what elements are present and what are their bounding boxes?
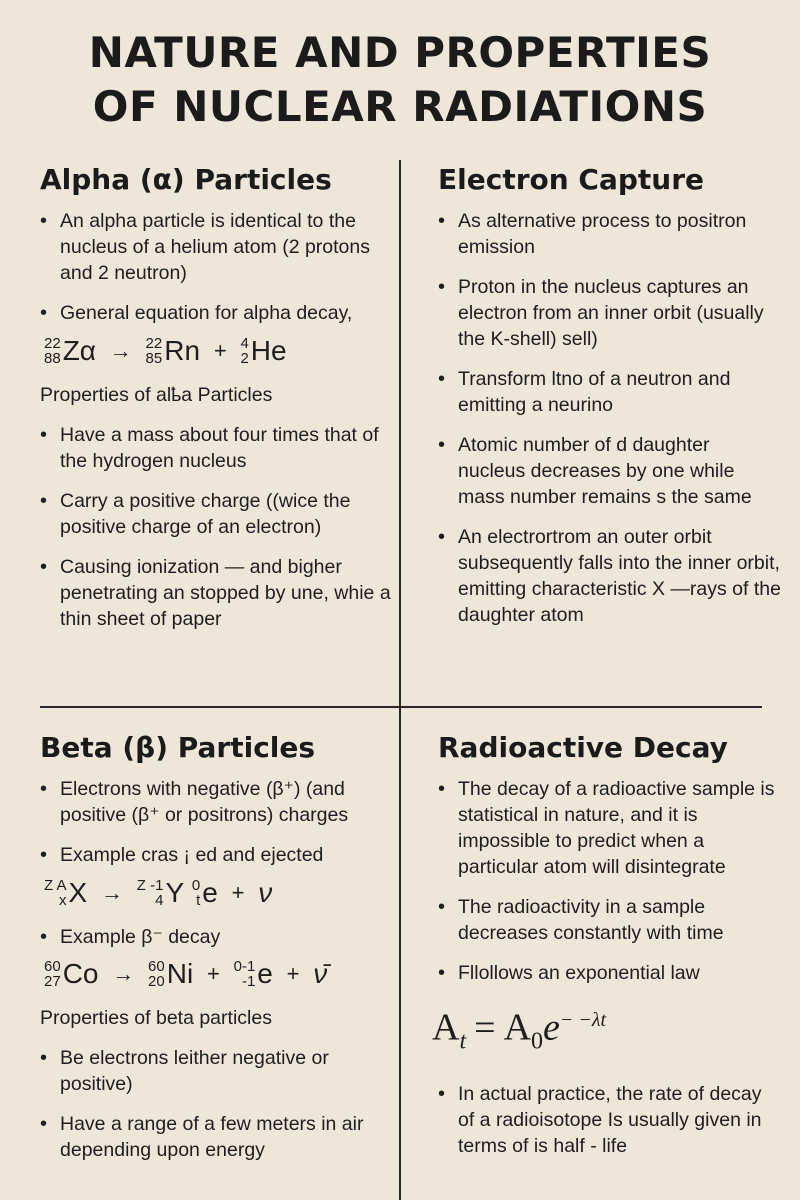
nuclide-symbol: Co — [62, 958, 99, 990]
electron-capture-bullet: • Transform ltno of a neutron and emitting a neurino — [438, 366, 782, 418]
beta-bullets — [40, 776, 392, 868]
nuclide-notation: 60 27 — [44, 958, 61, 991]
nuclide-symbol: X — [68, 876, 88, 908]
electron-capture-bullet: • Atomic number of d daughter nucleus decreases by one while mass number remains s the same — [438, 432, 782, 510]
alpha-bullet: • An alpha particle is identical to the nucleus of a helium atom (2 protons and 2 neutron) — [40, 208, 392, 286]
alpha-properties-label: Properties of alҍa Particles — [40, 383, 273, 406]
horizontal-divider — [40, 706, 762, 708]
electron-capture-section — [438, 160, 782, 642]
nuclide-notation: Z A x — [44, 876, 67, 909]
alpha-decay-equation — [44, 332, 392, 368]
beta-general-equation — [44, 874, 392, 910]
nuclide-notation: 0-1 -1 — [233, 958, 256, 991]
formula-rhs: A — [503, 1006, 532, 1049]
formula-exponent: − −λt — [559, 1009, 607, 1031]
plus-operator: + — [206, 961, 220, 987]
electron-capture-heading: Electron Capture — [438, 163, 705, 196]
nuclide-notation: Z -1 4 — [136, 876, 164, 909]
vertical-divider — [399, 160, 401, 1200]
formula-equals: = — [474, 1006, 496, 1049]
beta-example-list — [40, 924, 392, 950]
beta-bullet: • Example cras ¡ ed and ejected — [40, 842, 392, 868]
alpha-properties — [40, 422, 392, 632]
beta-property: • Have a range of a few meters in air depending upon energy — [40, 1111, 392, 1163]
radioactive-decay-bullets — [438, 776, 782, 986]
title-line-1: NATURE AND PROPERTIES — [88, 28, 712, 77]
beta-property: • Be electrons leither negative or positive) — [40, 1045, 392, 1097]
radioactive-decay-heading: Radioactive Decay — [438, 731, 728, 764]
alpha-property: • Have a mass about four times that of the hydrogen nucleus — [40, 422, 392, 474]
nuclide-notation: 60 20 — [148, 958, 165, 991]
nuclide-notation: 22 85 — [145, 334, 163, 367]
beta-section — [40, 728, 392, 1177]
alpha-property: • Carry a positive charge ((wice the positive charge of an electron) — [40, 488, 392, 540]
electron-capture-bullet: • Proton in the nucleus captures an electron from an inner orbit (usually the K-shell) sell) — [438, 274, 782, 352]
decay-bullet: • The decay of a radioactive sample is statistical in nature, and it is impossible to predict when a particular atom will disintegrate — [438, 776, 782, 880]
nuclide-symbol: He — [250, 334, 287, 366]
radioactive-decay-section — [432, 728, 782, 1173]
nuclide-symbol: Zα — [62, 334, 96, 366]
nuclide-symbol: e — [202, 876, 218, 908]
alpha-heading: Alpha (α) Particles — [40, 163, 332, 196]
formula-lhs: A — [432, 1006, 460, 1049]
beta-heading: Beta (β) Particles — [40, 731, 316, 764]
nuclide-notation: 4 2 — [240, 334, 249, 367]
decay-bullet: • In actual practice, the rate of decay of a radioisotope Is usually given in terms of is half - life — [438, 1081, 782, 1159]
beta-example: • Example β⁻ decay — [40, 924, 392, 950]
decay-bullet: • Fllollows an exponential law — [438, 960, 782, 986]
electron-capture-bullets — [438, 208, 782, 628]
page-title — [0, 26, 800, 134]
formula-lhs-subscript: t — [459, 1028, 467, 1055]
antineutrino-symbol: ν̄ — [313, 958, 328, 990]
nuclide-symbol: Rn — [164, 334, 201, 366]
decay-bullet: • The radioactivity in a sample decreases constantly with time — [438, 894, 782, 946]
beta-properties-label: Properties of beta particles — [40, 1007, 272, 1030]
electron-capture-bullet: • As alternative process to positron emission — [438, 208, 782, 260]
plus-operator: + — [286, 961, 300, 987]
neutrino-symbol: ν — [258, 876, 273, 908]
alpha-bullets — [40, 208, 392, 326]
beta-minus-equation — [44, 956, 392, 992]
nuclide-notation: 22 88 — [44, 334, 61, 367]
alpha-section — [40, 160, 392, 646]
formula-rhs-subscript: 0 — [531, 1028, 544, 1055]
arrow-operator: → — [109, 337, 132, 363]
nuclide-notation: 0 t — [191, 876, 201, 909]
electron-capture-bullet: • An electrortrom an outer orbit subsequently falls into the inner orbit, emitting characteristic X —rays of the daughter atom — [438, 524, 782, 628]
plus-operator: + — [213, 337, 227, 363]
arrow-operator: → — [112, 961, 135, 987]
exponential-decay-formula — [432, 996, 782, 1065]
nuclide-symbol: e — [257, 958, 273, 990]
formula-base: e — [543, 1006, 560, 1049]
nuclide-symbol: Ni — [166, 958, 194, 990]
radioactive-decay-last-list — [438, 1081, 782, 1159]
beta-bullet: • Electrons with negative (β⁺) (and positive (β⁺ or positrons) charges — [40, 776, 392, 828]
plus-operator: + — [231, 879, 245, 905]
nuclide-symbol: Y — [165, 876, 185, 908]
arrow-operator: → — [100, 879, 123, 905]
title-line-2: OF NUCLEAR RADIATIONS — [92, 82, 708, 131]
alpha-property: • Causing ionization — and bigher penetrating an stopped by une, whie a thin sheet of paper — [40, 554, 392, 632]
beta-properties — [40, 1045, 392, 1163]
alpha-bullet: • General equation for alpha decay, — [40, 300, 392, 326]
